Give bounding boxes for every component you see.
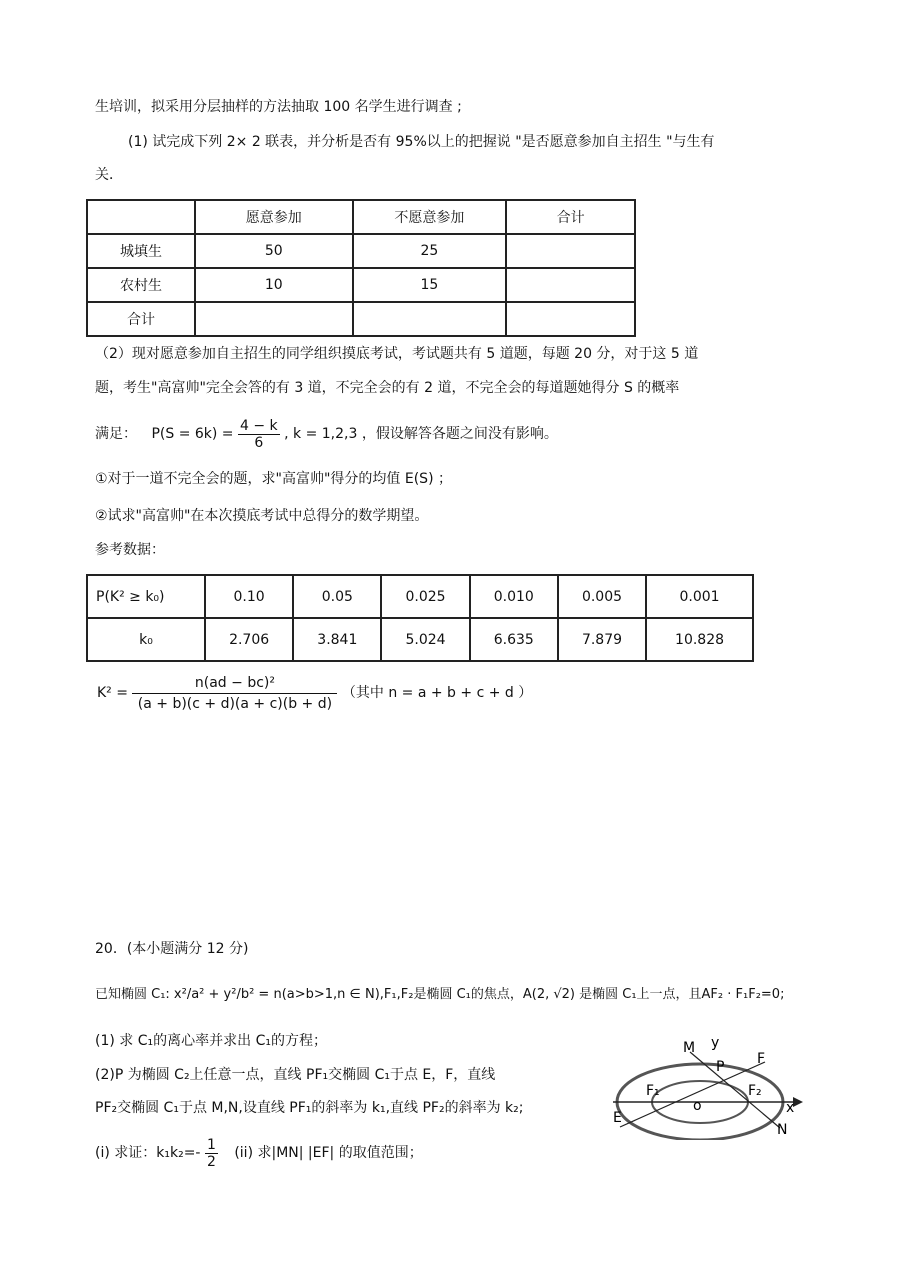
question-1-end: 关． — [95, 167, 123, 183]
fraction-numerator: 1 — [206, 1136, 216, 1153]
table-cell — [87, 200, 195, 234]
label-e: E — [613, 1110, 622, 1126]
table-row — [87, 575, 753, 618]
formula-left: P(S = 6k) = — [151, 426, 234, 442]
table-cell: 6.635 — [470, 618, 558, 661]
label-n: N — [777, 1122, 788, 1138]
label-m: M — [683, 1040, 696, 1056]
fraction-denominator: (a + b)(c + d)(a + c)(b + d) — [137, 695, 333, 712]
label-x: x — [786, 1100, 795, 1116]
k-squared-formula — [97, 668, 532, 718]
table-cell: P(K² ≥ k₀) — [87, 575, 205, 618]
table-cell: 0.001 — [646, 575, 753, 618]
question-2-i: ①对于一道不完全会的题，求"高富帅"得分的均值 E(S) ； — [95, 471, 452, 487]
table-cell: 0.05 — [293, 575, 381, 618]
fraction — [132, 673, 337, 714]
table-cell: 0.025 — [381, 575, 469, 618]
part-3-prefix: (i) 求证：k₁k₂=- — [95, 1145, 201, 1161]
problem-20-part-1: (1) 求 C₁的离心率并求出 C₁的方程； — [95, 1033, 327, 1049]
table-cell: 愿意参加 — [195, 200, 353, 234]
table-cell: 城填生 — [87, 234, 195, 268]
table-cell — [506, 234, 635, 268]
fraction — [205, 1137, 218, 1170]
formula-left: K² = — [97, 685, 128, 701]
ellipse-diagram — [605, 1030, 815, 1140]
intro-line: 生培训，拟采用分层抽样的方法抽取 100 名学生进行调查 ; — [95, 99, 462, 115]
problem-20-statement: 已知椭圆 C₁: x²/a² + y²/b² = n(a>b>1,n ∈ N),F₁,F₂是椭圆 C₁的焦点，A(2, √2) 是椭圆 C₁上一点，且AF₂ · F₁F₂=0; — [95, 987, 785, 1002]
table-cell: k₀ — [87, 618, 205, 661]
fraction-denominator: 2 — [206, 1153, 216, 1170]
table-row — [87, 302, 635, 336]
problem-20-title: 20．(本小题满分 12 分) — [95, 941, 249, 957]
table-row — [87, 200, 635, 234]
table-cell: 0.010 — [470, 575, 558, 618]
label-f2: F₂ — [748, 1083, 762, 1099]
problem-20-part-3 — [95, 1135, 423, 1171]
problem-20-part-2b: PF₂交椭圆 C₁于点 M,N,设直线 PF₁的斜率为 k₁,直线 PF₂的斜率为 k₂; — [95, 1100, 524, 1116]
table-cell: 合计 — [506, 200, 635, 234]
table-cell: 7.879 — [558, 618, 646, 661]
table-cell: 10 — [195, 268, 353, 302]
x-axis-arrow — [793, 1097, 803, 1107]
problem-20-part-2a: (2)P 为椭圆 C₂上任意一点，直线 PF₁交椭圆 C₁于点 E，F，直线 — [95, 1067, 496, 1083]
label-f1: F₁ — [646, 1083, 660, 1099]
table-cell: 5.024 — [381, 618, 469, 661]
table-cell: 50 — [195, 234, 353, 268]
table-cell — [506, 268, 635, 302]
table-cell: 3.841 — [293, 618, 381, 661]
table-cell: 0.005 — [558, 575, 646, 618]
probability-formula — [95, 416, 558, 452]
table-cell — [353, 302, 507, 336]
contingency-table — [86, 199, 636, 337]
table-cell: 不愿意参加 — [353, 200, 507, 234]
table-cell: 25 — [353, 234, 507, 268]
question-2-line-2: 题，考生"高富帅"完全会答的有 3 道，不完全会的有 2 道，不完全会的每道题她得分 S 的概率 — [95, 380, 680, 396]
table-row — [87, 268, 635, 302]
fraction-numerator: 4 − k — [240, 417, 278, 434]
table-cell: 15 — [353, 268, 507, 302]
formula-note: （其中 n = a + b + c + d ） — [341, 685, 533, 701]
fraction-denominator: 6 — [254, 434, 264, 451]
label-origin: o — [693, 1098, 702, 1114]
question-1: (1) 试完成下列 2× 2 联表，并分析是否有 95%以上的把握说 "是否愿意参加自主招生 "与生有 — [128, 134, 715, 150]
table-cell: 合计 — [87, 302, 195, 336]
critical-values-table — [86, 574, 754, 662]
question-2-ii: ②试求"高富帅"在本次摸底考试中总得分的数学期望。 — [95, 508, 429, 524]
fraction — [238, 418, 280, 451]
table-cell: 2.706 — [205, 618, 293, 661]
label-f: F — [757, 1051, 766, 1067]
reference-data-label: 参考数据： — [95, 542, 165, 558]
table-cell: 0.10 — [205, 575, 293, 618]
table-cell: 农村生 — [87, 268, 195, 302]
table-cell — [506, 302, 635, 336]
table-cell: 10.828 — [646, 618, 753, 661]
line-ef — [620, 1062, 765, 1127]
part-3-suffix: (ii) 求|MN| |EF| 的取值范围； — [234, 1145, 423, 1161]
formula-prefix: 满足： — [95, 426, 137, 442]
question-2-line-1: （2）现对愿意参加自主招生的同学组织摸底考试，考试题共有 5 道题，每题 20 分，对于这 5 道 — [95, 346, 699, 362]
table-row — [87, 618, 753, 661]
fraction-numerator: n(ad − bc)² — [132, 673, 337, 694]
label-p: P — [716, 1059, 725, 1075]
table-row — [87, 234, 635, 268]
label-y: y — [711, 1035, 720, 1051]
table-cell — [195, 302, 353, 336]
formula-suffix: , k = 1,2,3 ，假设解答各题之间没有影响。 — [284, 426, 558, 442]
